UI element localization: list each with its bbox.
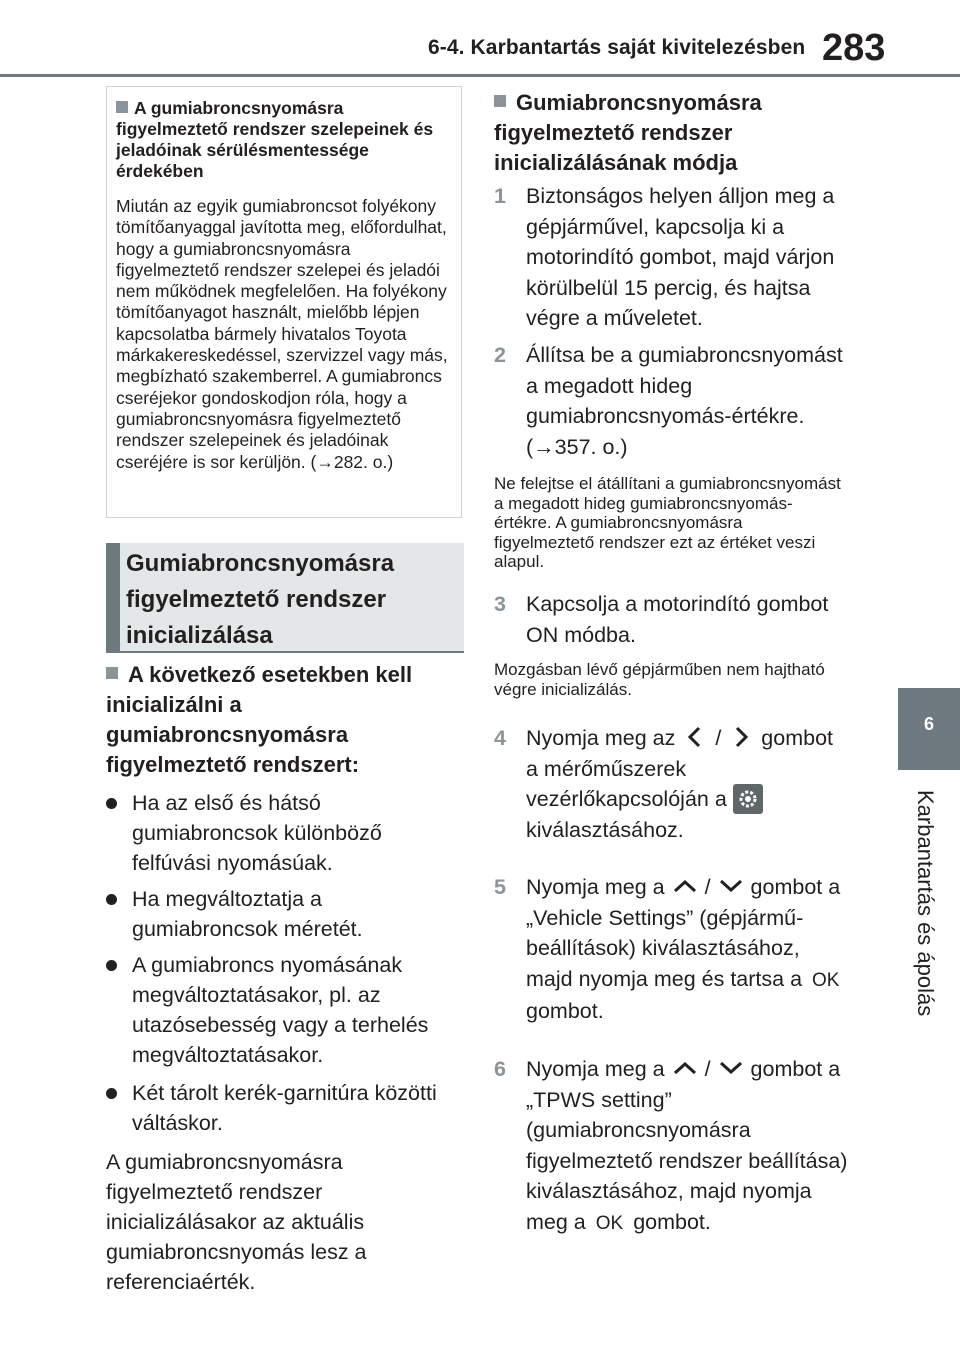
- step-text-part: /: [704, 1057, 711, 1081]
- chevron-right-icon: [727, 726, 755, 748]
- chapter-number: 6: [923, 714, 934, 734]
- step-6: [494, 1054, 850, 1239]
- conditions-paragraph: A gumiabroncsnyomásra figyelmeztető rendszer inicializálásakor az aktuális gumiabroncsnyomás lesz a referenciaérték.: [106, 1150, 367, 1294]
- step-number: 3: [494, 592, 506, 616]
- chevron-down-icon: [717, 875, 745, 897]
- procedure-heading: [494, 88, 850, 178]
- step-text: [526, 872, 850, 1027]
- step-text: Állítsa be a gumiabroncsnyomást a megadott hideg gumiabroncsnyomás-értékre. (→357. o.): [526, 343, 843, 459]
- list-item-text: Ha megváltoztatja a gumiabroncsok méretét.: [132, 887, 363, 941]
- step-text: Kapcsolja a motorindító gombot ON módba.: [526, 592, 829, 647]
- list-item: [106, 788, 456, 878]
- step-text-part: Nyomja meg a: [526, 875, 665, 899]
- step-text-part: gombot.: [633, 1209, 711, 1234]
- square-marker-icon: [494, 95, 506, 107]
- conditions-heading-text: A következő esetekben kell inicializálni a gumiabroncsnyomásra figyelmeztető rendszert:: [106, 662, 413, 777]
- step-text-part: gombot.: [526, 999, 604, 1023]
- note-title: [116, 98, 452, 182]
- page-number: 283: [822, 27, 886, 69]
- step-number: 2: [494, 343, 506, 367]
- list-item-text: A gumiabroncs nyomásának megváltoztatásakor, pl. az utazósebesség vagy a terhelés megváltoztatásakor.: [132, 953, 429, 1067]
- step-number: 5: [494, 875, 506, 899]
- section-heading: Gumiabroncsnyomásra figyelmeztető rendszer inicializálása: [126, 550, 395, 649]
- ok-button-icon: OK: [812, 969, 840, 991]
- list-item: [106, 1078, 456, 1138]
- square-marker-icon: [106, 667, 118, 679]
- step-text-part: kiválasztásához.: [526, 817, 684, 842]
- step-number: 6: [494, 1057, 506, 1081]
- header-divider: [0, 74, 960, 77]
- chevron-left-icon: [681, 726, 709, 748]
- step-3-note: Mozgásban lévő gépjárműben nem hajtható végre inicializálás.: [494, 660, 825, 699]
- step-2-note: Ne felejtse el átállítani a gumiabroncsnyomást a megadott hideg gumiabroncsnyomás-értékre. A gumiabroncsnyomásra figyelmeztető rendszer ezt az értéket veszi alapul.: [494, 474, 841, 571]
- list-item: [106, 950, 456, 1070]
- note-title-text: A gumiabroncsnyomásra figyelmeztető rendszer szelepeinek és jeladóinak sérülésmentessége érdekében: [116, 98, 434, 181]
- step-3: [494, 589, 850, 650]
- ok-button-icon: OK: [595, 1212, 624, 1234]
- bullet-icon: [106, 1088, 117, 1099]
- bullet-icon: [106, 798, 117, 809]
- chevron-up-icon: [671, 1057, 699, 1079]
- chevron-down-icon: [717, 1057, 745, 1079]
- list-item-text: Két tárolt kerék-garnitúra közötti váltáskor.: [132, 1081, 437, 1135]
- step-text: [526, 723, 850, 845]
- list-item: [106, 884, 456, 944]
- step-number: 1: [494, 184, 506, 208]
- step-5: [494, 872, 850, 1027]
- conditions-heading: [106, 660, 451, 780]
- section-title: 6-4. Karbantartás saját kivitelezésben: [428, 36, 806, 59]
- step-text: Biztonságos helyen álljon meg a gépjárművel, kapcsolja ki a motorindító gombot, majd várjon körülbelül 15 percig, és hajtsa végre a műveletet.: [526, 184, 835, 330]
- step-text-part: /: [715, 726, 722, 750]
- gear-icon: [733, 784, 763, 814]
- bullet-icon: [106, 894, 117, 905]
- step-text-part: /: [704, 875, 711, 899]
- step-text: [526, 1054, 850, 1239]
- step-text-part: gombot a mérőműszerek vezérlőkapcsolóján a: [526, 726, 833, 811]
- step-2: [494, 340, 850, 462]
- step-text-part: gombot a „TPWS setting” (gumiabroncsnyomásra figyelmeztető rendszer beállítása) kiválasztásához, majd nyomja meg a: [526, 1057, 848, 1234]
- square-marker-icon: [116, 101, 128, 113]
- step-text-part: Nyomja meg az: [526, 726, 676, 750]
- chapter-title: Karbantartás és ápolás: [913, 790, 938, 1017]
- step-4: [494, 723, 850, 845]
- section-band-bar: [106, 543, 120, 653]
- note-body: Miután az egyik gumiabroncsot folyékony tömítőanyaggal javította meg, előfordulhat, hogy a gumiabroncsnyomásra figyelmeztető rendszer szelepei és jeladói nem működnek megfelelően. Ha folyékony tömítőanyagot használt, mielőbb lépjen kapcsolatba bármely hivatalos Toyota márkakereskedéssel, szervizzel vagy más, megbízható szakemberrel. A gumiabroncs cseréjekor gondoskodjon róla, hogy a gumiabroncsnyomásra figyelmeztető rendszer szelepeinek és jeladóinak cseréjére is sor kerüljön. (→282. o.): [116, 196, 448, 472]
- chevron-up-icon: [671, 875, 699, 897]
- step-1: [494, 181, 850, 334]
- procedure-heading-text: Gumiabroncsnyomásra figyelmeztető rendszer inicializálásának módja: [494, 90, 762, 175]
- step-text-part: gombot a „Vehicle Settings” (gépjármű-beállítások) kiválasztásához, majd nyomja meg és tartsa a: [526, 875, 841, 991]
- list-item-text: Ha az első és hátsó gumiabroncsok különböző felfúvási nyomásúak.: [132, 791, 382, 875]
- step-text-part: Nyomja meg a: [526, 1057, 665, 1081]
- bullet-icon: [106, 960, 117, 971]
- step-number: 4: [494, 726, 506, 750]
